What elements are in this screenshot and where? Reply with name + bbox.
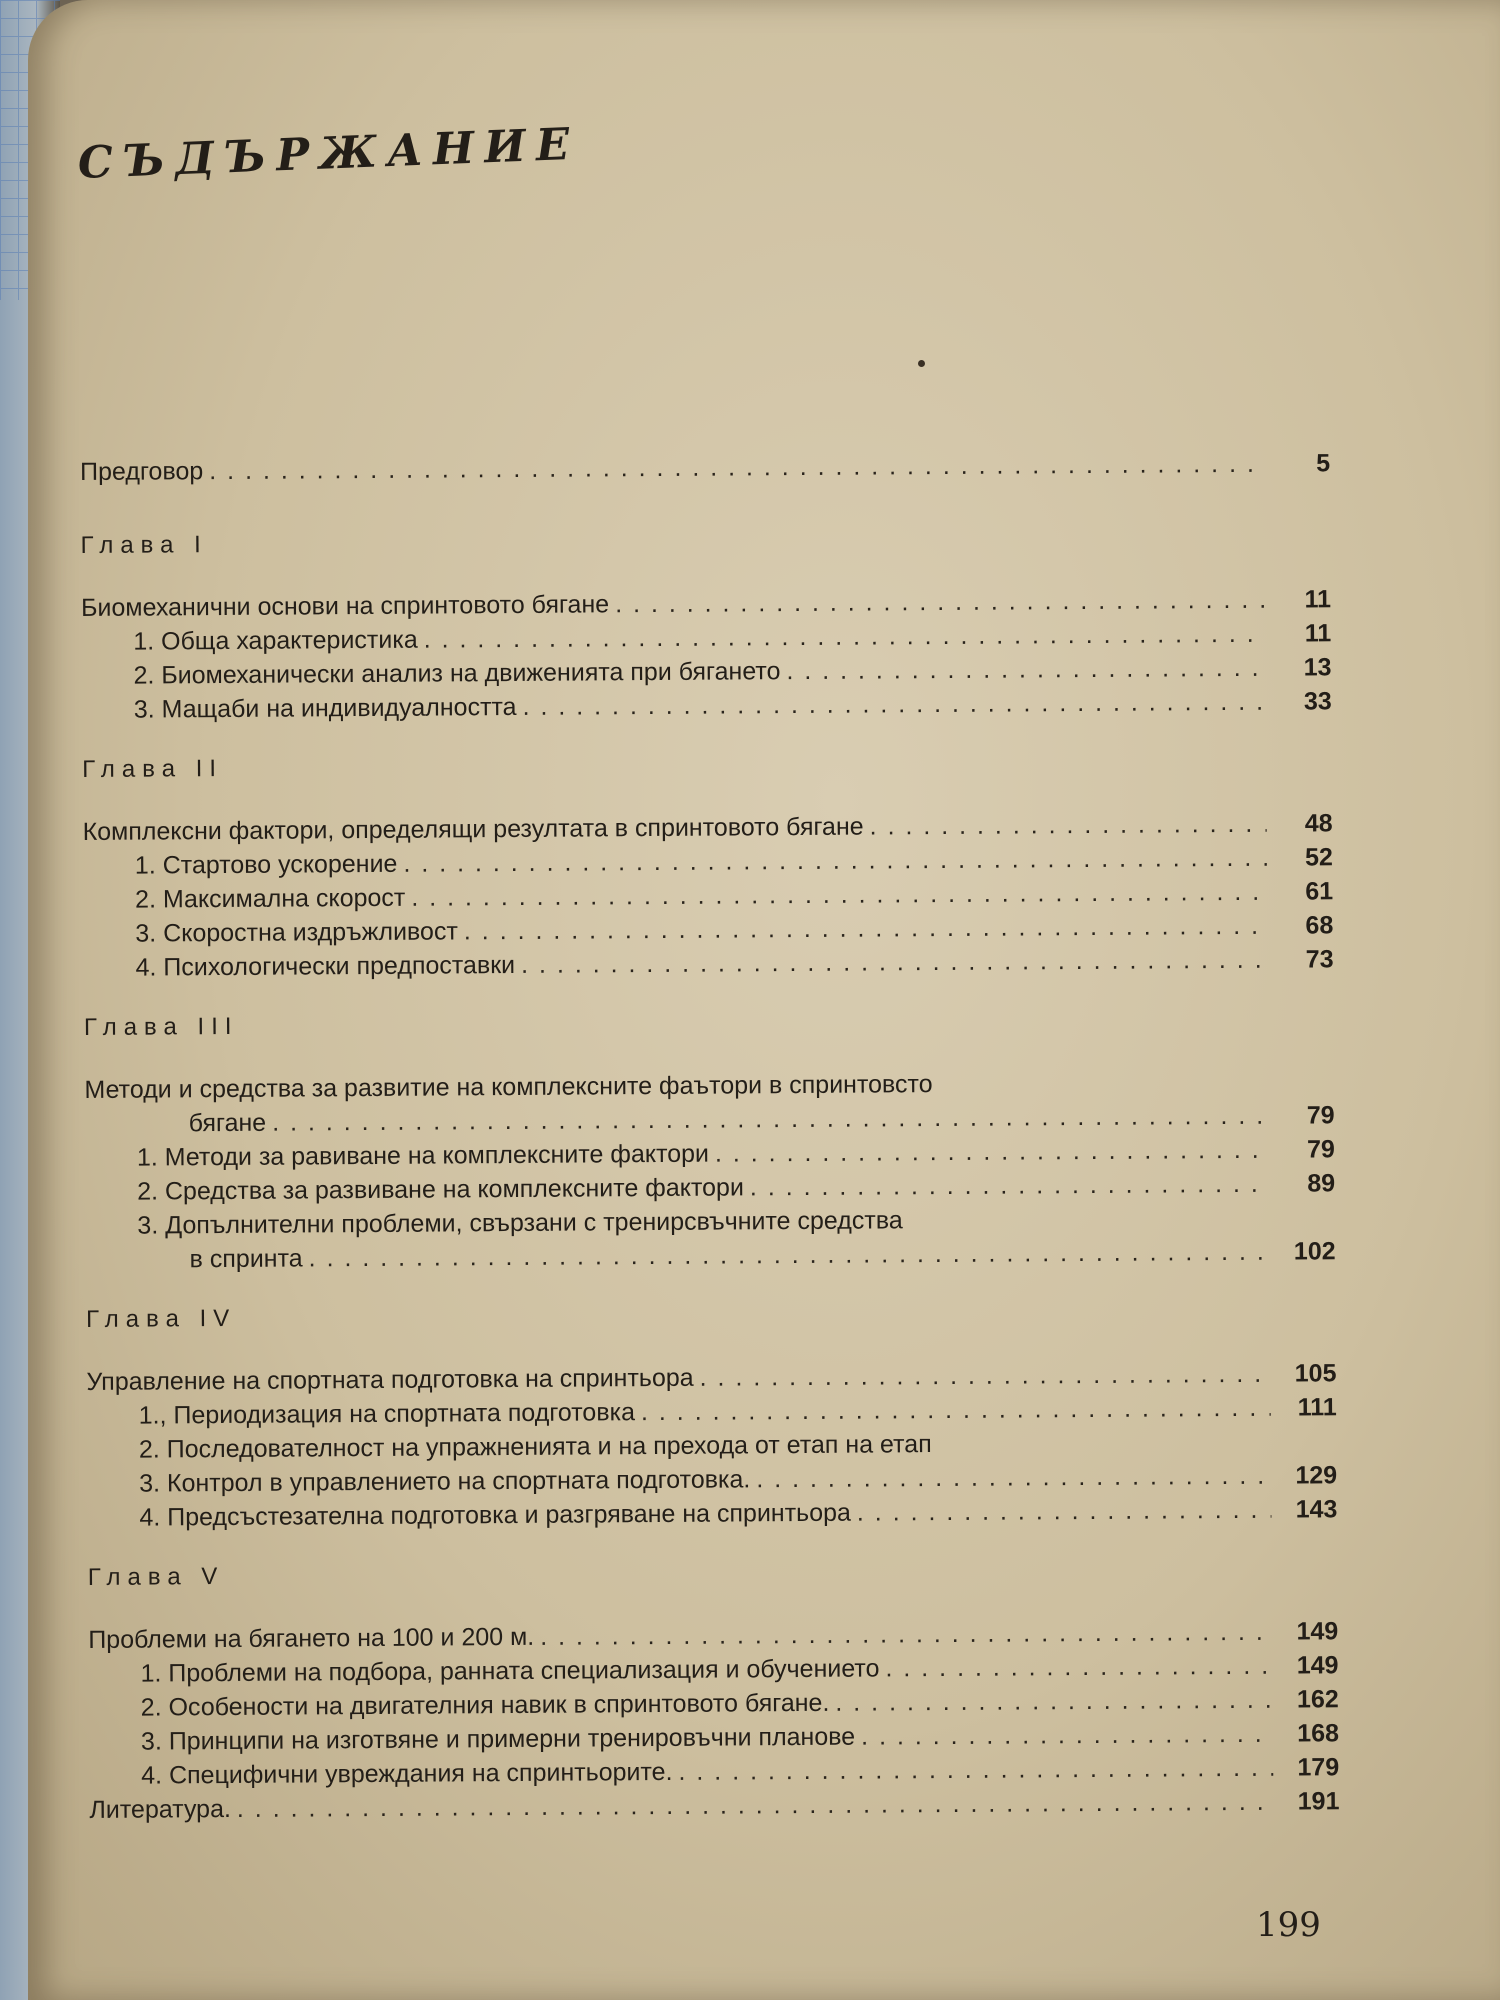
toc-entry-label: Комплексни фактори, определящи резултата в спринтовото бягане: [82, 812, 864, 846]
toc-entry-page: 162: [1296, 1685, 1339, 1714]
toc-entry-label: 1., Периодизация на спортната подготовка: [138, 1398, 636, 1430]
toc-entry-label: 3. Контрол в управлението на спортната подготовка.: [139, 1465, 751, 1498]
toc-entry-page: 13: [1303, 653, 1332, 682]
toc-entry-page: 61: [1305, 877, 1334, 906]
toc-entry-page: 52: [1304, 843, 1333, 872]
toc-entry-label: 3. Принципи на изготвяне и примерни тренировъчни планове: [140, 1722, 856, 1756]
toc-entry-page: 191: [1297, 1787, 1340, 1816]
toc-entry-page: 168: [1297, 1719, 1340, 1748]
page-number: 199: [1256, 1905, 1321, 1945]
toc-entry-page: 73: [1305, 945, 1334, 974]
dot-leader: [715, 1133, 1269, 1171]
dot-leader: [309, 1235, 1270, 1276]
toc-entry-page: 102: [1293, 1237, 1336, 1266]
chapter-heading: Глава V: [87, 1563, 225, 1591]
toc-entry-preface: [80, 446, 1330, 489]
toc-entry-page: 68: [1305, 911, 1334, 940]
toc-subentry-label-line1: 3. Допълнителни проблеми, свързани с тренирсвъчните средства: [137, 1206, 903, 1240]
toc-entry-page: 105: [1294, 1359, 1337, 1388]
dot-leader: [750, 1167, 1269, 1205]
toc-entry-label: 4. Предсъстезателна подготовка и разгряване на спринтьора: [139, 1498, 851, 1532]
toc-entry-label: 1. Методи за равиване на комплексните фактори: [136, 1139, 710, 1172]
dot-leader: [699, 1357, 1270, 1395]
toc-entry-page: 111: [1297, 1393, 1337, 1422]
chapter-heading: Глава II: [82, 755, 224, 783]
dot-leader: [870, 807, 1267, 844]
dot-leader: [615, 583, 1265, 622]
toc-entry-page: 79: [1306, 1101, 1335, 1130]
toc-entry-label: 3. Скоростна издръжливост: [135, 917, 458, 948]
dot-leader: [861, 1717, 1273, 1754]
toc-entry-page: 79: [1306, 1135, 1335, 1164]
chapter-heading: Глава IV: [85, 1304, 237, 1333]
toc-entry-label: 3. Мащаби на индивидуалността: [133, 692, 517, 724]
toc-entry-label: в спринта: [189, 1244, 303, 1274]
toc-entry-label: Предговор: [80, 457, 204, 486]
toc-entry-page: 129: [1295, 1461, 1338, 1490]
toc-entry-page: 48: [1304, 809, 1333, 838]
toc-entry-label: Литература.: [89, 1794, 231, 1824]
toc-entry-page: 5: [1316, 449, 1331, 478]
dot-leader: [237, 1785, 1274, 1826]
toc-entry-label: 1. Проблеми на подбора, ранната специализация и обучението: [140, 1654, 880, 1688]
chapter-heading: Глава III: [83, 1012, 239, 1041]
toc-entry-label: 2. Особености на двигателния навик в спринтовото бягане.: [140, 1688, 830, 1722]
toc-entry-label: бягане: [188, 1108, 267, 1138]
toc-entry-page: 33: [1303, 687, 1332, 716]
toc-entry-label: 2. Средства за развиване на комплексните фактори: [137, 1173, 744, 1206]
page-title: СЪДЪРЖАНИЕ: [77, 118, 581, 189]
toc-entry-page: 11: [1304, 585, 1332, 614]
dot-leader: [786, 651, 1265, 688]
dot-leader: [641, 1391, 1271, 1429]
dot-leader: [464, 909, 1268, 949]
toc-entry-label: 4. Психологически предпоставки: [135, 950, 516, 982]
toc-entry-page: 149: [1296, 1617, 1339, 1646]
toc-entry-page: 149: [1296, 1651, 1339, 1680]
dot-leader: [835, 1683, 1273, 1720]
dot-leader: [209, 447, 1264, 488]
toc-entry-page: 143: [1295, 1495, 1338, 1524]
dot-leader: [678, 1751, 1273, 1789]
dot-leader: [521, 943, 1268, 982]
toc-entry-label: Проблеми на бягането на 100 и 200 м.: [88, 1622, 535, 1654]
ink-speck: [918, 360, 925, 367]
toc-entry-page: 89: [1307, 1169, 1336, 1198]
toc-entry-label: 1. Обща характеристика: [133, 625, 418, 656]
dot-leader: [522, 685, 1265, 724]
toc-entry-label: 1. Стартово ускорение: [134, 849, 398, 880]
toc-entry-page: 179: [1297, 1753, 1340, 1782]
dot-leader: [885, 1649, 1272, 1686]
toc-entry-label: Управление на спортната подготовка на спринтьора: [86, 1363, 694, 1396]
toc-entry-label: 2. Биомеханически анализ на движенията при бягането: [133, 657, 781, 690]
dot-leader: [540, 1615, 1272, 1654]
chapter-heading: Глава I: [80, 531, 208, 559]
toc-entry-label: Биомеханични основи на спринтовото бягане: [80, 590, 610, 622]
toc-entry-label: 4. Специфични увреждания на спринтьорите.: [141, 1757, 673, 1790]
table-of-contents: [80, 446, 1340, 1827]
dot-leader: [857, 1493, 1272, 1530]
toc-entry-label: 2. Максимална скорост: [135, 883, 406, 914]
toc-entry-label-line1: Методи и средства за развитие на комплексните фаътори в спринтовсто: [84, 1070, 933, 1104]
toc-entry-page: 11: [1304, 619, 1332, 648]
toc-entry-label: 2. Последователност на упражненията и на прехода от етап на етап: [138, 1430, 932, 1464]
dot-leader: [756, 1459, 1271, 1497]
